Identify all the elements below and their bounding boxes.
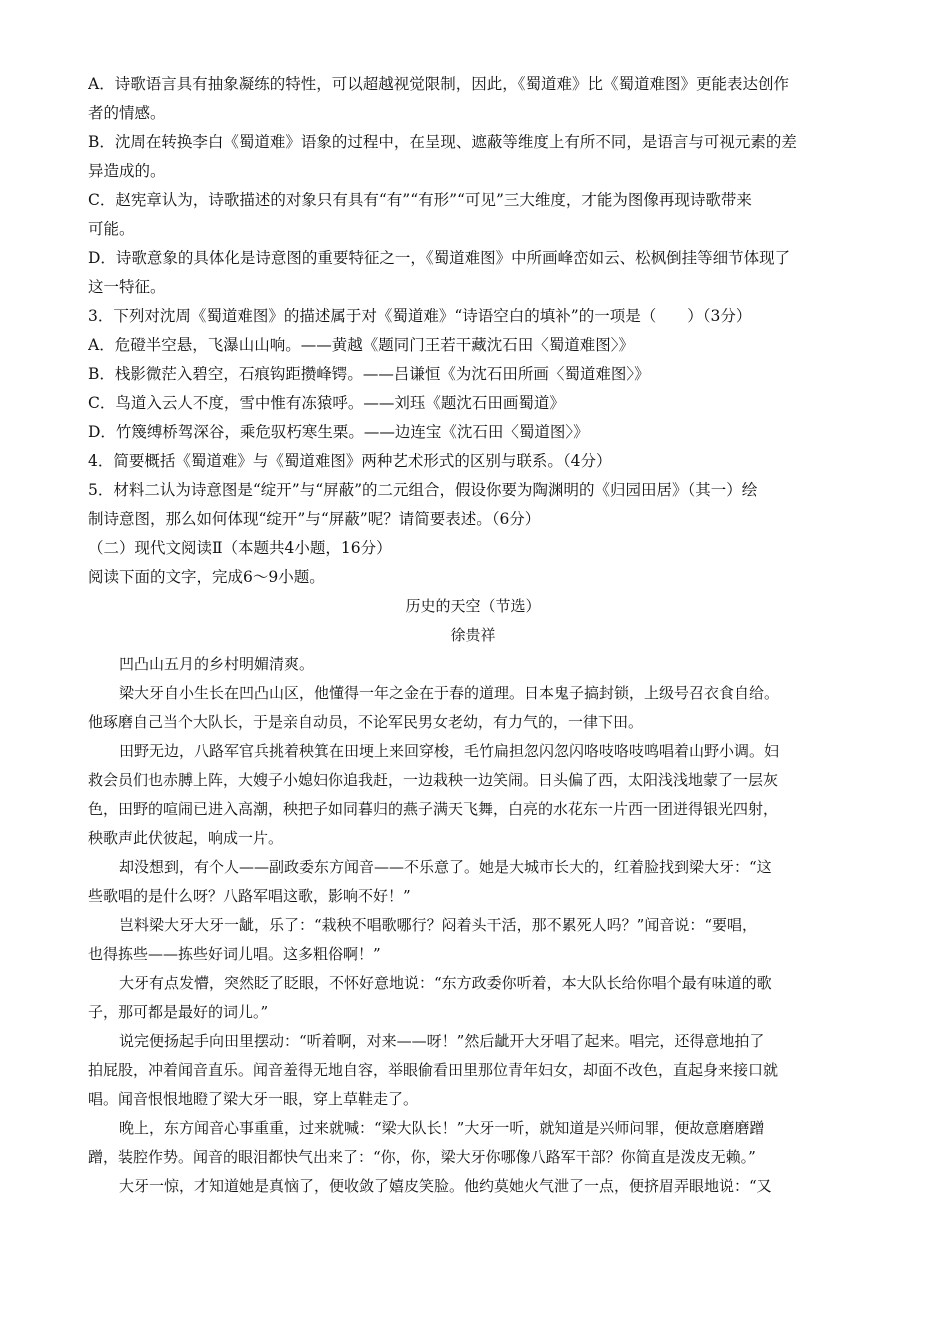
q3-option-d: D．竹篾缚桥驾深谷，乘危驭朽寒生栗。——边连宝《沈石田〈蜀道图〉》: [88, 423, 589, 441]
q2-option-line: D．诗歌意象的具体化是诗意图的重要特征之一，《蜀道难图》中所画峰峦如云、松枫倒挂等细节体现了: [88, 249, 791, 267]
q3-option-c: C．鸟道入云人不度，雪中惟有冻猿呼。——刘珏《题沈石田画蜀道》: [88, 394, 565, 412]
paragraph-line: 秧歌声此伏彼起，响成一片。: [88, 829, 284, 847]
paragraph-line: 岂料梁大牙大牙一龇，乐了：“栽秧不唱歌哪行？闷着头干活，那不累死人吗？”闻音说：“要唱，: [119, 916, 758, 934]
q2-option-line: C．赵宪章认为，诗歌描述的对象只有具有“有”“有形”“可见”三大维度，才能为图像再现诗歌带来: [88, 191, 752, 209]
paragraph-line: 救会员们也赤膊上阵，大嫂子小媳妇你追我赶，一边栽秧一边笑闹。日头偏了西，太阳浅浅地蒙了一层灰: [88, 771, 779, 789]
q2-option-line: 者的情感。: [88, 104, 166, 122]
paragraph-line: 唱。闻音恨恨地瞪了梁大牙一眼，穿上草鞋走了。: [88, 1090, 419, 1108]
q5-line: 5．材料二认为诗意图是“绽开”与“屏蔽”的二元组合，假设你要为陶渊明的《归园田居》（其一）绘: [88, 481, 758, 499]
paragraph-line: 晚上，东方闻音心事重重，过来就喊：“梁大队长！”大牙一听，就知道是兴师问罪，便故意磨磨蹭: [119, 1119, 765, 1137]
story-body: [88, 650, 858, 1201]
q3-option-b: B．栈影微茫入碧空，石痕钩距攒峰锷。——吕谦恒《为沈石田所画〈蜀道难图〉》: [88, 365, 650, 383]
paragraph-line: 也得拣些——拣些好词儿唱。这多粗俗啊！”: [88, 945, 381, 963]
paragraph-line: 却没想到，有个人——副政委东方闻音——不乐意了。她是大城市长大的，红着脸找到梁大牙：“这: [119, 858, 772, 876]
question-5: [88, 476, 858, 534]
question-2-options: [88, 70, 858, 302]
paragraph-line: 色，田野的喧闹已进入高潮，秧把子如同暮归的燕子满天飞舞，白亮的水花东一片西一团迸得银光四射，: [88, 800, 779, 818]
q2-option-line: 这一特征。: [88, 278, 166, 296]
q3-stem: 3．下列对沈周《蜀道难图》的描述属于对《蜀道难》“诗语空白的填补”的一项是（ ）（3分）: [88, 307, 752, 325]
q2-option-line: A．诗歌语言具有抽象凝练的特性，可以超越视觉限制，因此，《蜀道难》比《蜀道难图》更能表达创作: [88, 75, 789, 93]
paragraph-line: 凹凸山五月的乡村明媚清爽。: [119, 655, 315, 673]
question-4: 4．简要概括《蜀道难》与《蜀道难图》两种艺术形式的区别与联系。（4分）: [88, 452, 612, 470]
q2-option-line: 异造成的。: [88, 162, 166, 180]
q2-option-line: B．沈周在转换李白《蜀道难》语象的过程中，在呈现、遮蔽等维度上有所不同，是语言与可视元素的差: [88, 133, 797, 151]
paragraph-line: 说完便扬起手向田里摆动：“听着啊，对来——呀！”然后龇开大牙唱了起来。唱完，还得意地拍了: [119, 1032, 765, 1050]
paragraph-line: 些歌唱的是什么呀？八路军唱这歌，影响不好！”: [88, 887, 411, 905]
q3-option-a: A．危磴半空悬，飞瀑山山响。——黄越《题同门王若干藏沈石田〈蜀道难图〉》: [88, 336, 634, 354]
paragraph-line: 大牙有点发懵，突然眨了眨眼，不怀好意地说：“东方政委你听着，本大队长给你唱个最有味道的歌: [119, 974, 772, 992]
story-title: 历史的天空（节选）: [405, 597, 541, 615]
q5-line: 制诗意图，那么如何体现“绽开”与“屏蔽”呢？请简要表述。（6分）: [88, 510, 541, 528]
section-instruction: 阅读下面的文字，完成6～9小题。: [88, 568, 325, 586]
paragraph-line: 田野无边，八路军官兵挑着秧箕在田埂上来回穿梭，毛竹扁担忽闪忽闪咯吱咯吱鸣唱着山野小调。妇: [119, 742, 780, 760]
section-heading: （二）现代文阅读Ⅱ（本题共4小题，16分）: [88, 539, 392, 557]
paragraph-line: 梁大牙自小生长在凹凸山区，他懂得一年之金在于春的道理。日本鬼子搞封锁，上级号召衣食自给。: [119, 684, 780, 702]
paragraph-line: 蹭，装腔作势。闻音的眼泪都快气出来了：“你，你，梁大牙你哪像八路军干部？你简直是泼皮无赖。”: [88, 1148, 756, 1166]
document-page: [88, 70, 858, 1201]
paragraph-line: 拍屁股，冲着闻音直乐。闻音羞得无地自容，举眼偷看田里那位青年妇女，却面不改色，直起身来接口就: [88, 1061, 779, 1079]
paragraph-line: 子，那可都是最好的词儿。”: [88, 1003, 269, 1021]
paragraph-line: 大牙一惊，才知道她是真恼了，便收敛了嬉皮笑脸。他约莫她火气泄了一点，便挤眉弄眼地说：“又: [119, 1177, 772, 1195]
paragraph-line: 他琢磨自己当个大队长，于是亲自动员，不论军民男女老幼，有力气的，一律下田。: [88, 713, 644, 731]
question-3: [88, 302, 858, 447]
story-author: 徐贵祥: [450, 626, 496, 644]
q2-option-line: 可能。: [88, 220, 135, 238]
